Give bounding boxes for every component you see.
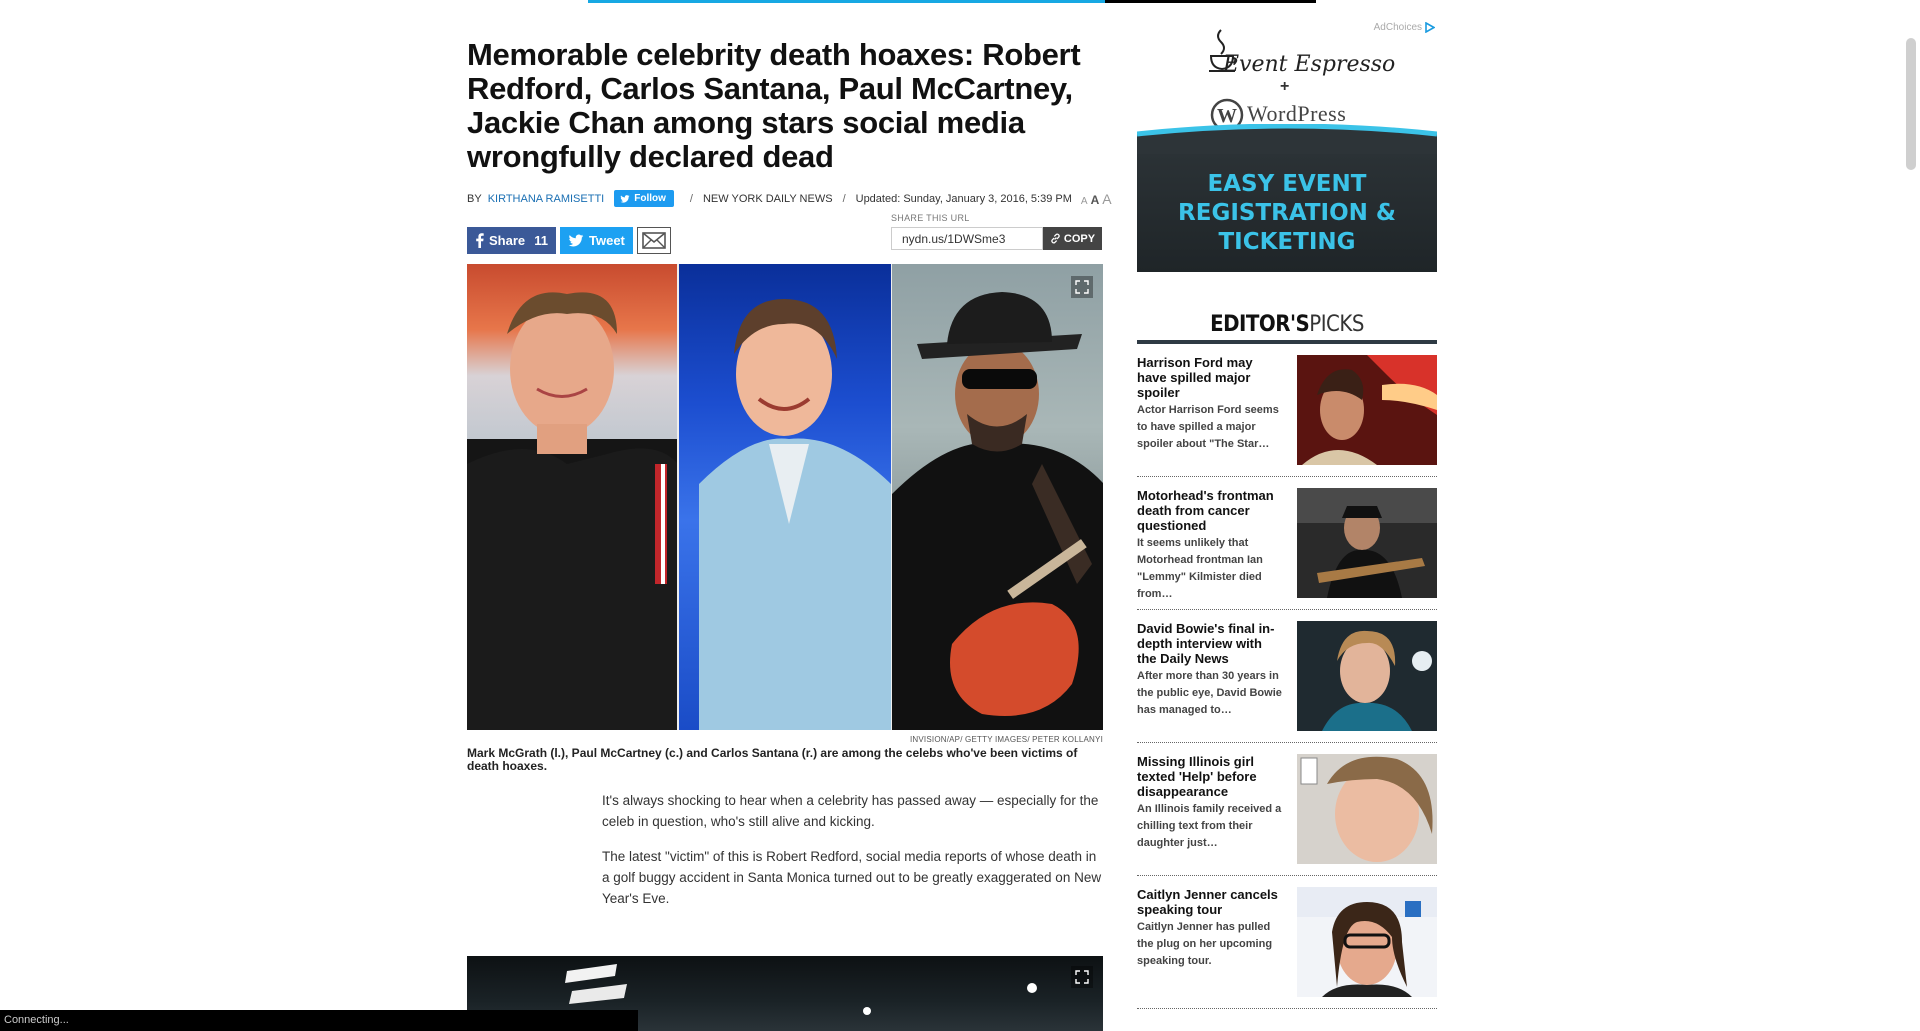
expand-arrows-icon bbox=[1075, 280, 1089, 294]
photo-caption: Mark McGrath (l.), Paul McCartney (c.) and Carlos Santana (r.) are among the celebs who've been victims of death hoaxes. bbox=[467, 746, 1078, 773]
sidebar bbox=[1137, 20, 1437, 1009]
thumbnail-illustration bbox=[1297, 355, 1437, 465]
pick-headline[interactable]: David Bowie's final in-depth interview with the Daily News bbox=[1137, 621, 1275, 666]
scrollbar-thumb[interactable] bbox=[1906, 38, 1916, 170]
ad-brand-event-espresso: Event Espresso bbox=[1223, 52, 1396, 77]
pick-thumbnail[interactable] bbox=[1297, 887, 1437, 997]
article-paragraph: It's always shocking to hear when a celebrity has passed away — especially for the celeb in question, who's still alive and kicking. bbox=[602, 793, 1099, 829]
byline-by: BY bbox=[467, 192, 482, 205]
photo-carlos-santana bbox=[892, 264, 1103, 730]
font-size-large-button[interactable]: A bbox=[1102, 190, 1112, 207]
ad-headline-line: TICKETING bbox=[1218, 229, 1356, 255]
link-icon bbox=[1050, 233, 1061, 244]
pick-description: Actor Harrison Ford seems to have spilled a major spoiler about "The Star… bbox=[1137, 404, 1279, 450]
portrait-illustration bbox=[467, 264, 677, 730]
pick-headline[interactable]: Missing Illinois girl texted 'Help' before disappearance bbox=[1137, 754, 1257, 799]
article-paragraph: The latest "victim" of this is Robert Redford, social media reports of whose death in a golf buggy accident in Santa Monica turned out to be greatly exaggerated on New Year's Eve. bbox=[602, 849, 1102, 906]
ad-wave bbox=[1137, 124, 1437, 154]
editors-picks-title-bold: EDITOR'S bbox=[1210, 312, 1310, 337]
article-body bbox=[602, 790, 1104, 909]
editors-pick-item[interactable] bbox=[1137, 477, 1437, 610]
share-buttons bbox=[467, 227, 671, 254]
pick-headline[interactable]: Caitlyn Jenner cancels speaking tour bbox=[1137, 887, 1278, 917]
pick-thumbnail[interactable] bbox=[1297, 621, 1437, 731]
pick-text bbox=[1137, 887, 1285, 970]
ad-choices-icon bbox=[1424, 22, 1435, 33]
editors-pick-item[interactable] bbox=[1137, 610, 1437, 743]
article-headline: Memorable celebrity death hoaxes: Robert Redford, Carlos Santana, Paul McCartney, Jackie Chan among stars social media wrongfully declared dead bbox=[467, 37, 1081, 174]
byline-separator: / bbox=[689, 192, 693, 205]
editors-picks-heading bbox=[1137, 312, 1437, 338]
facebook-share-label: Share bbox=[489, 233, 526, 248]
email-icon bbox=[642, 232, 666, 249]
tweet-label: Tweet bbox=[589, 233, 625, 248]
copy-url-button[interactable] bbox=[1043, 227, 1102, 250]
copy-label: COPY bbox=[1063, 232, 1096, 245]
twitter-bird-icon bbox=[568, 234, 584, 248]
share-url-widget bbox=[891, 213, 1102, 250]
editors-picks-title-light: PICKS bbox=[1309, 312, 1364, 337]
twitter-tweet-button[interactable] bbox=[560, 227, 633, 254]
pick-thumbnail[interactable] bbox=[1297, 488, 1437, 598]
thumbnail-illustration bbox=[1297, 754, 1437, 864]
thumbnail-illustration bbox=[1297, 488, 1437, 598]
hero-photo-collage[interactable] bbox=[467, 264, 1103, 730]
twitter-follow-button[interactable] bbox=[614, 190, 674, 207]
editors-pick-item[interactable] bbox=[1137, 876, 1437, 1009]
portrait-illustration bbox=[679, 264, 891, 730]
expand-icon[interactable] bbox=[1071, 966, 1093, 988]
font-size-small-button[interactable]: A bbox=[1080, 195, 1088, 207]
follow-label: Follow bbox=[634, 193, 666, 204]
pick-text bbox=[1137, 488, 1285, 603]
facebook-icon bbox=[475, 233, 484, 248]
email-share-button[interactable] bbox=[637, 227, 671, 254]
thumbnail-illustration bbox=[1297, 887, 1437, 997]
photo-mark-mcgrath bbox=[467, 264, 677, 730]
pick-headline[interactable]: Harrison Ford may have spilled major spoiler bbox=[1137, 355, 1253, 400]
editors-picks-list bbox=[1137, 344, 1437, 1009]
ad-headline-line: EASY EVENT bbox=[1207, 171, 1367, 197]
ad-brand-wordpress: WordPress bbox=[1247, 101, 1347, 126]
font-size-controls bbox=[1081, 191, 1112, 207]
pick-text bbox=[1137, 621, 1285, 719]
pick-text bbox=[1137, 754, 1285, 852]
share-url-label: SHARE THIS URL bbox=[891, 213, 970, 223]
expand-arrows-icon bbox=[1075, 970, 1089, 984]
pick-thumbnail[interactable] bbox=[1297, 355, 1437, 465]
browser-status-bar: Connecting... bbox=[0, 1010, 638, 1031]
author-link[interactable]: KIRTHANA RAMISETTI bbox=[487, 192, 605, 205]
facebook-share-count: 11 bbox=[534, 233, 548, 248]
editors-pick-item[interactable] bbox=[1137, 743, 1437, 876]
ad-plus: + bbox=[1280, 78, 1290, 95]
ad-choices[interactable] bbox=[1374, 22, 1435, 33]
photo-paul-mccartney bbox=[677, 264, 891, 730]
byline bbox=[467, 190, 1112, 207]
pick-description: After more than 30 years in the public eye, David Bowie has managed to… bbox=[1137, 670, 1282, 716]
twitter-bird-icon bbox=[620, 194, 630, 204]
portrait-illustration bbox=[892, 264, 1103, 730]
reading-progress-bar bbox=[588, 0, 1316, 3]
pick-text bbox=[1137, 355, 1285, 453]
editors-pick-item[interactable] bbox=[1137, 344, 1437, 477]
thumbnail-illustration bbox=[1297, 621, 1437, 731]
advertisement[interactable] bbox=[1137, 20, 1437, 272]
ad-choices-label: AdChoices bbox=[1373, 22, 1422, 33]
updated-timestamp: Updated: Sunday, January 3, 2016, 5:39 PM bbox=[855, 192, 1072, 205]
expand-icon[interactable] bbox=[1071, 276, 1093, 298]
photo-credit: INVISION/AP/ GETTY IMAGES/ PETER KOLLANYI bbox=[910, 735, 1103, 744]
pick-description: Caitlyn Jenner has pulled the plug on her upcoming speaking tour. bbox=[1137, 921, 1273, 967]
pick-thumbnail[interactable] bbox=[1297, 754, 1437, 864]
share-url-input[interactable] bbox=[891, 227, 1043, 250]
facebook-share-button[interactable] bbox=[467, 227, 556, 254]
article bbox=[467, 37, 1112, 909]
pick-headline[interactable]: Motorhead's frontman death from cancer questioned bbox=[1137, 488, 1274, 533]
pick-description: An Illinois family received a chilling text from their daughter just… bbox=[1137, 803, 1282, 849]
pick-description: It seems unlikely that Motorhead frontman Ian "Lemmy" Kilmister died from… bbox=[1137, 537, 1263, 600]
reading-progress-fill bbox=[588, 0, 1105, 3]
ad-headline-line: REGISTRATION & bbox=[1178, 200, 1396, 226]
share-bar bbox=[467, 213, 1103, 263]
publication-name: NEW YORK DAILY NEWS bbox=[702, 192, 833, 205]
page-scrollbar[interactable] bbox=[1903, 0, 1920, 1031]
byline-separator: / bbox=[842, 192, 846, 205]
svg-text:W: W bbox=[1217, 105, 1237, 127]
font-size-medium-button[interactable]: A bbox=[1090, 192, 1100, 207]
ad-headline bbox=[1137, 170, 1437, 257]
